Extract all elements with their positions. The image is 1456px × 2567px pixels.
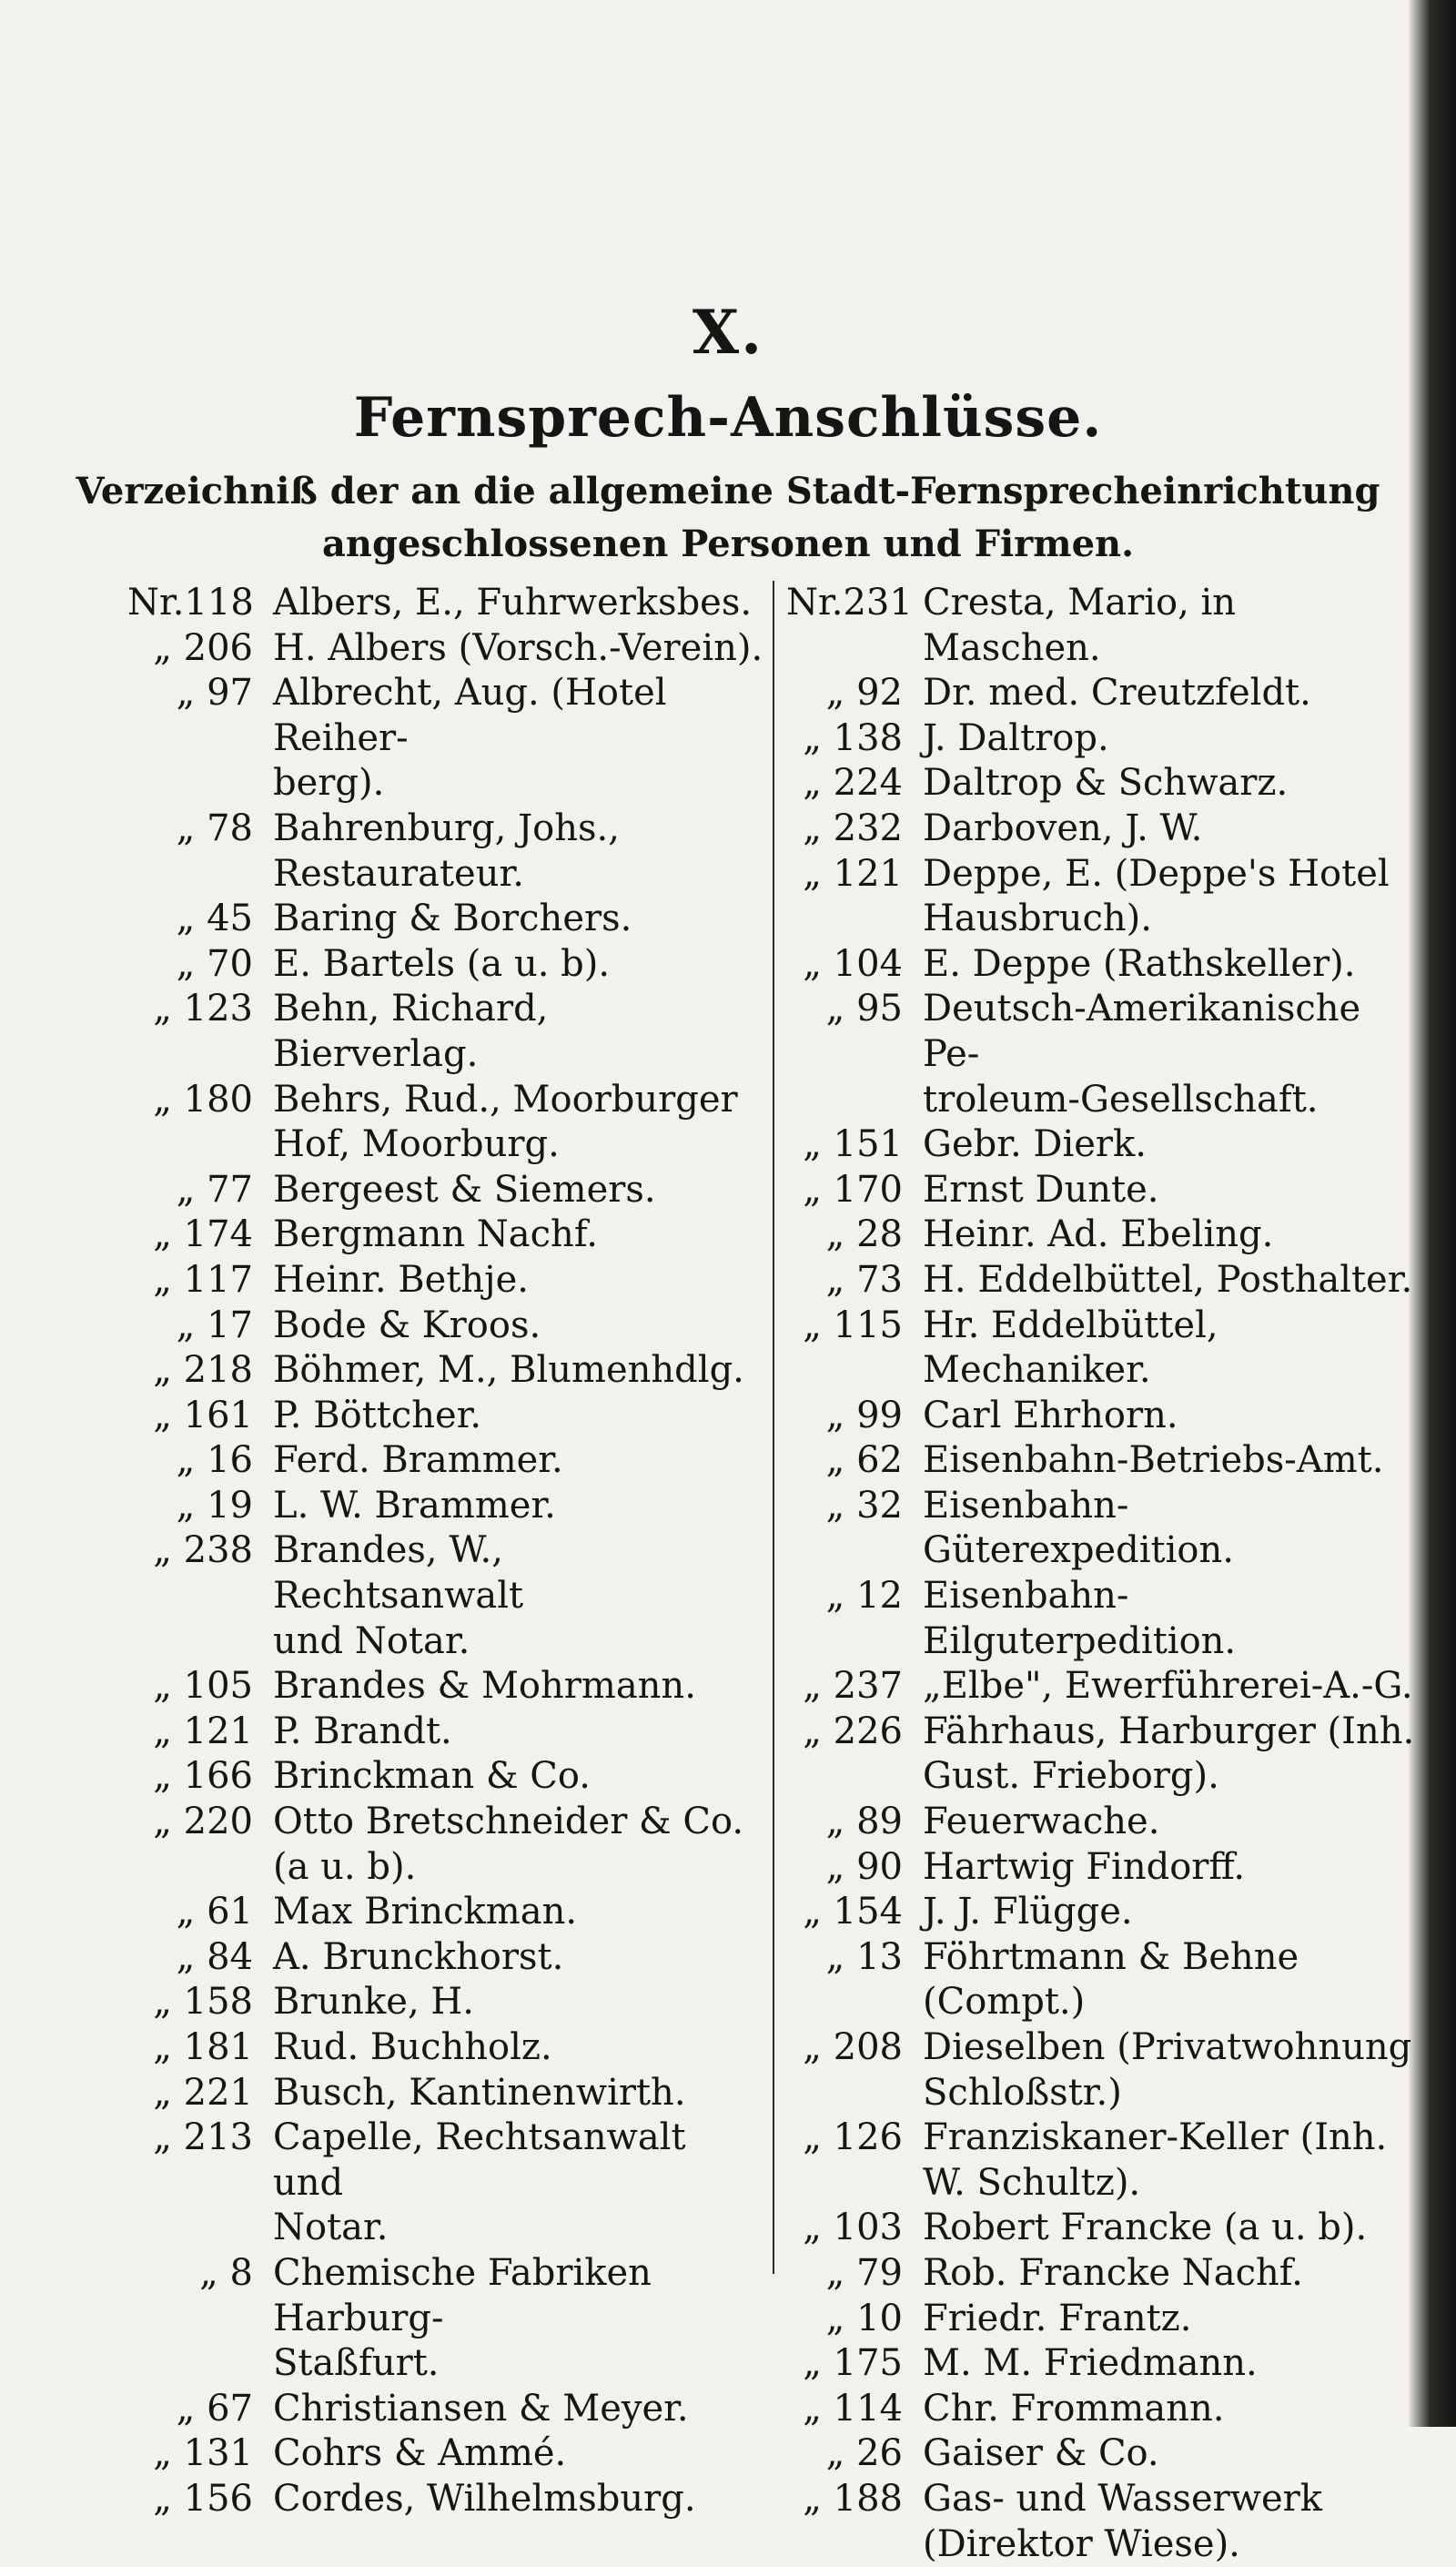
list-item	[127, 1258, 764, 1304]
section-number: X.	[692, 297, 764, 368]
subscriber-name-continuation: W. Schultz).	[923, 2161, 1141, 2204]
phone-number: „ 17	[176, 1304, 253, 1346]
subscriber-name-line: Otto Bretschneider & Co.	[273, 1801, 744, 1843]
list-item	[786, 1122, 1423, 1168]
list-item	[127, 2431, 764, 2477]
list-item	[127, 897, 764, 942]
list-item	[786, 1890, 1423, 1935]
list-item	[127, 1304, 764, 1349]
list-item	[127, 1348, 764, 1394]
subscriber-name-line: Friedr. Frantz.	[923, 2297, 1192, 2339]
subscriber-name	[923, 2115, 1423, 2206]
subscriber-name	[923, 1304, 1423, 1394]
subscriber-name-continuation: troleum-Gesellschaft.	[923, 1078, 1319, 1121]
list-item	[127, 987, 764, 1077]
subscriber-name-line: Behrs, Rud., Moorburger	[273, 1078, 738, 1121]
subscriber-name-line: H. Albers (Vorsch.-Verein).	[273, 626, 763, 669]
phone-number: „ 67	[176, 2387, 253, 2430]
subscriber-name-continuation: und Notar.	[273, 1619, 470, 1662]
phone-number: „ 115	[803, 1304, 903, 1346]
phone-number: Nr.118	[127, 582, 254, 624]
list-item	[786, 1484, 1423, 1574]
subscriber-name-continuation: berg).	[273, 762, 385, 805]
subscriber-name-continuation: Restaurateur.	[273, 852, 524, 895]
phone-number: „ 114	[803, 2387, 903, 2430]
list-item	[786, 807, 1423, 852]
subscriber-name-line: Eisenbahn-Betriebs-Amt.	[923, 1439, 1384, 1482]
phone-number: „ 208	[803, 2026, 903, 2068]
subscriber-name-continuation: Staßfurt.	[273, 2342, 440, 2385]
subscriber-name-line: Albrecht, Aug. (Hotel Reiher-	[273, 672, 667, 759]
phone-number: „ 104	[803, 942, 903, 985]
phone-number: „ 97	[176, 672, 253, 715]
subscriber-name	[273, 2115, 764, 2251]
subscriber-name-line: P. Böttcher.	[273, 1394, 482, 1436]
phone-number: „ 175	[803, 2342, 903, 2385]
list-item	[786, 1394, 1423, 1439]
subscriber-name	[273, 1078, 764, 1168]
subscriber-name-line: Christiansen & Meyer.	[273, 2387, 689, 2430]
list-item	[127, 1528, 764, 1664]
list-item	[786, 1438, 1423, 1484]
subscriber-name-line: Föhrtmann & Behne (Compt.)	[923, 1935, 1299, 2024]
phone-number: „ 26	[825, 2432, 903, 2475]
right-column-list	[786, 581, 1423, 2567]
list-item	[127, 2387, 764, 2432]
subscriber-name-continuation: Gust. Frieborg).	[923, 1755, 1219, 1798]
phone-number: „ 121	[803, 852, 903, 895]
subscriber-name	[273, 987, 764, 1077]
phone-number: „ 181	[153, 2026, 253, 2068]
phone-number: „ 92	[825, 672, 903, 715]
list-item	[786, 1258, 1423, 1304]
list-item	[127, 942, 764, 988]
list-item	[127, 1484, 764, 1529]
subscriber-name	[923, 2431, 1423, 2477]
subscriber-name-line: E. Deppe (Rathskeller).	[923, 942, 1356, 985]
subscriber-name-line: Fährhaus, Harburger (Inh.	[923, 1710, 1415, 1752]
phone-number: „ 188	[803, 2477, 903, 2520]
phone-number: „ 28	[825, 1213, 903, 1256]
phone-number: „ 16	[176, 1439, 253, 1482]
phone-number: „ 19	[176, 1484, 253, 1527]
subscriber-name-line: Chemische Fabriken Harburg-	[273, 2251, 652, 2339]
list-item	[786, 1664, 1423, 1710]
subscriber-name-line: Carl Ehrhorn.	[923, 1394, 1178, 1436]
phone-number: „ 105	[153, 1665, 253, 1708]
subscriber-name	[923, 581, 1423, 671]
phone-number: „ 218	[153, 1349, 253, 1392]
phone-number: „ 70	[176, 942, 253, 985]
list-item	[127, 626, 764, 672]
phone-number: „ 45	[176, 898, 253, 940]
subscriber-name-line: M. M. Friedmann.	[923, 2342, 1258, 2385]
list-item	[786, 761, 1423, 807]
list-item	[127, 581, 764, 626]
subscriber-name	[273, 1304, 764, 1349]
subscriber-name-line: Gebr. Dierk.	[923, 1123, 1147, 1166]
subscriber-name	[273, 2387, 764, 2432]
list-item	[786, 2025, 1423, 2115]
phone-number: „ 95	[825, 988, 903, 1030]
list-item	[786, 1212, 1423, 1258]
subscriber-name	[273, 1935, 764, 1981]
phone-number: „ 131	[153, 2432, 253, 2475]
subscriber-name-line: Gas- und Wasserwerk	[923, 2477, 1323, 2520]
subscriber-name-line: P. Brandt.	[273, 1710, 452, 1752]
list-item	[786, 2206, 1423, 2251]
list-item	[127, 2477, 764, 2522]
subscriber-name	[273, 2477, 764, 2522]
list-item	[127, 1078, 764, 1168]
phone-number: „ 174	[153, 1213, 253, 1256]
subscriber-name	[273, 2251, 764, 2387]
phone-number: „ 238	[153, 1529, 253, 1572]
subscriber-name-line: Eisenbahn-Eilguterpedition.	[923, 1575, 1237, 1662]
list-item	[786, 1935, 1423, 2025]
subscriber-name-continuation: Hof, Moorburg.	[273, 1123, 560, 1166]
subscriber-name-line: A. Brunckhorst.	[273, 1935, 564, 1978]
phone-number: „ 99	[825, 1394, 903, 1436]
subscriber-name-line: E. Bartels (a u. b).	[273, 942, 611, 985]
subscriber-name	[923, 2297, 1423, 2342]
subscriber-name-line: Heinr. Bethje.	[273, 1258, 529, 1301]
phone-number: „ 170	[803, 1168, 903, 1211]
subscriber-name-continuation: (a u. b).	[273, 1845, 417, 1888]
list-item	[127, 1168, 764, 1213]
subscriber-name	[923, 671, 1423, 716]
subscriber-name	[923, 1800, 1423, 1845]
list-item	[127, 1710, 764, 1755]
phone-number: „ 8	[199, 2251, 253, 2294]
subscriber-name-line: Robert Francke (a u. b).	[923, 2207, 1368, 2249]
subscriber-name	[273, 1800, 764, 1890]
subscriber-name-line: Gaiser & Co.	[923, 2432, 1159, 2475]
subscriber-name-line: Cordes, Wilhelmsburg.	[273, 2477, 696, 2520]
subscriber-name	[923, 2251, 1423, 2297]
subscriber-name	[923, 716, 1423, 762]
subscriber-name	[923, 2341, 1423, 2387]
list-item	[127, 2071, 764, 2116]
subscriber-name	[273, 1980, 764, 2025]
subscriber-name-line: Heinr. Ad. Ebeling.	[923, 1213, 1274, 1256]
subscriber-name-line: Bode & Kroos.	[273, 1304, 541, 1346]
subscriber-name	[273, 626, 764, 672]
list-item	[127, 1890, 764, 1935]
list-item	[127, 1212, 764, 1258]
phone-number: „ 158	[153, 1981, 253, 2024]
phone-number: „ 84	[176, 1935, 253, 1978]
list-item	[786, 2115, 1423, 2206]
list-item	[786, 1710, 1423, 1800]
list-item	[786, 2251, 1423, 2297]
phone-number: „ 89	[825, 1801, 903, 1843]
subscriber-name	[273, 2071, 764, 2116]
list-item	[786, 1845, 1423, 1891]
subscriber-name-continuation: (Direktor Wiese).	[923, 2522, 1240, 2565]
list-item	[127, 2251, 764, 2387]
phone-number: „ 237	[803, 1665, 903, 1708]
list-item	[127, 2025, 764, 2071]
phone-number: „ 161	[153, 1394, 253, 1436]
subscriber-name	[923, 807, 1423, 852]
phone-number: „ 151	[803, 1123, 903, 1166]
phone-number: „ 103	[803, 2207, 903, 2249]
subscriber-name-line: Brunke, H.	[273, 1981, 474, 2024]
phone-number: „ 232	[803, 807, 903, 849]
list-item	[786, 942, 1423, 988]
phone-number: „ 77	[176, 1168, 253, 1211]
subscriber-name	[923, 1258, 1423, 1304]
subscriber-name	[923, 1438, 1423, 1484]
phone-number: „ 156	[153, 2477, 253, 2520]
phone-number: „ 213	[153, 2116, 253, 2159]
list-item	[786, 1304, 1423, 1394]
subscriber-name	[273, 942, 764, 988]
subscriber-name	[923, 852, 1423, 942]
phone-number: „ 12	[825, 1575, 903, 1618]
list-item	[127, 1438, 764, 1484]
subscriber-name-line: Chr. Frommann.	[923, 2387, 1225, 2430]
subscriber-name-line: Eisenbahn-Güterexpedition.	[923, 1484, 1234, 1572]
subscriber-name-line: J. J. Flügge.	[923, 1891, 1133, 1933]
subscriber-name	[273, 2025, 764, 2071]
subscriber-name-line: Darboven, J. W.	[923, 807, 1203, 849]
subscriber-name	[273, 2431, 764, 2477]
subscriber-name-line: Daltrop & Schwarz.	[923, 762, 1289, 805]
phone-number: „ 206	[153, 626, 253, 669]
subscriber-name	[923, 2477, 1423, 2567]
list-item	[786, 671, 1423, 716]
subscriber-name-line: Böhmer, M., Blumenhdlg.	[273, 1349, 744, 1392]
subscriber-name	[273, 1754, 764, 1800]
subscriber-name	[923, 1168, 1423, 1213]
phone-number: „ 73	[825, 1258, 903, 1301]
list-item	[786, 1800, 1423, 1845]
phone-number: „ 224	[803, 762, 903, 805]
subscriber-name	[273, 1168, 764, 1213]
subscriber-name-line: Behn, Richard, Bierverlag.	[273, 988, 549, 1075]
subscriber-name-line: Deutsch-Amerikanische Pe-	[923, 988, 1361, 1075]
subscriber-name-line: Ferd. Brammer.	[273, 1439, 563, 1482]
subscriber-name	[273, 671, 764, 807]
subscriber-name	[273, 1348, 764, 1394]
phone-number: „ 79	[825, 2251, 903, 2294]
subscriber-name-continuation: Schloßstr.)	[923, 2071, 1122, 2114]
list-item	[786, 987, 1423, 1122]
subtitle-line-2: angeschlossenen Personen und Firmen.	[321, 523, 1135, 565]
subscriber-name	[923, 2387, 1423, 2432]
subscriber-name-line: H. Eddelbüttel, Posthalter.	[923, 1258, 1413, 1301]
phone-number: „ 226	[803, 1710, 903, 1752]
subscriber-name-line: Franziskaner-Keller (Inh.	[923, 2116, 1388, 2159]
subscriber-name	[923, 1935, 1423, 2025]
list-item	[127, 1754, 764, 1800]
subscriber-name-line: Busch, Kantinenwirth.	[273, 2071, 686, 2114]
subscriber-name-line: Bahrenburg, Johs.,	[273, 807, 620, 849]
list-item	[127, 1664, 764, 1710]
subscriber-name	[923, 1574, 1423, 1664]
subscriber-name-line: Feuerwache.	[923, 1801, 1160, 1843]
subscriber-name-line: Bergmann Nachf.	[273, 1213, 598, 1256]
subscriber-name-line: „Elbe", Ewerführerei-A.-G.	[923, 1665, 1413, 1708]
list-item	[127, 807, 764, 897]
subscriber-name-line: L. W. Brammer.	[273, 1484, 556, 1527]
list-item	[786, 2477, 1423, 2567]
subscriber-name	[923, 942, 1423, 988]
list-item	[786, 716, 1423, 762]
phone-number: „ 117	[153, 1258, 253, 1301]
subscriber-name	[273, 1438, 764, 1484]
subscriber-name-line: Deppe, E. (Deppe's Hotel	[923, 852, 1390, 895]
phone-number: „ 221	[153, 2071, 253, 2114]
subscriber-name-line: Max Brinckman.	[273, 1891, 578, 1933]
subscriber-name-line: Capelle, Rechtsanwalt und	[273, 2116, 686, 2204]
subscriber-name	[273, 581, 764, 626]
phone-number: „ 123	[153, 988, 253, 1030]
phone-number: „ 121	[153, 1710, 253, 1752]
list-item	[786, 2341, 1423, 2387]
subscriber-name-line: Cohrs & Ammé.	[273, 2432, 567, 2475]
subscriber-name	[273, 1394, 764, 1439]
subscriber-name-line: Albers, E., Fuhrwerksbes.	[273, 582, 753, 624]
subscriber-name	[923, 2206, 1423, 2251]
list-item	[786, 2387, 1423, 2432]
phone-number: „ 220	[153, 1801, 253, 1843]
subscriber-name	[273, 1212, 764, 1258]
subscriber-name-continuation: Hausbruch).	[923, 898, 1152, 940]
subscriber-name-line: Rob. Francke Nachf.	[923, 2251, 1303, 2294]
subscriber-name	[923, 761, 1423, 807]
phone-number: Nr.231	[786, 582, 913, 624]
subscriber-name	[923, 1484, 1423, 1574]
list-item	[786, 1574, 1423, 1664]
phone-number: „ 138	[803, 716, 903, 759]
subscriber-name-line: Dr. med. Creutzfeldt.	[923, 672, 1311, 715]
phone-number: „ 154	[803, 1891, 903, 1933]
subscriber-name	[923, 1664, 1423, 1710]
subscriber-name	[273, 807, 764, 897]
phone-number: „ 32	[825, 1484, 903, 1527]
subscriber-name-line: Brinckman & Co.	[273, 1755, 591, 1798]
left-column-list	[127, 581, 764, 2522]
subscriber-name-line: Brandes, W., Rechtsanwalt	[273, 1529, 524, 1618]
subscriber-name	[273, 897, 764, 942]
subscriber-name-line: Ernst Dunte.	[923, 1168, 1159, 1211]
subscriber-name-line: Brandes & Mohrmann.	[273, 1665, 696, 1708]
list-item	[127, 1935, 764, 1981]
phone-number: „ 166	[153, 1755, 253, 1798]
column-divider	[773, 581, 774, 2274]
phone-number: „ 90	[825, 1845, 903, 1888]
phone-number: „ 13	[825, 1935, 903, 1978]
subscriber-name-line: Rud. Buchholz.	[273, 2026, 552, 2068]
subscriber-name	[273, 1484, 764, 1529]
phone-number: „ 180	[153, 1078, 253, 1121]
list-item	[786, 1168, 1423, 1213]
subscriber-name	[923, 1394, 1423, 1439]
subtitle-line-1: Verzeichniß der an die allgemeine Stadt-Fernsprecheinrichtung	[76, 470, 1380, 512]
phone-number: „ 126	[803, 2116, 903, 2159]
list-item	[786, 2297, 1423, 2342]
phone-number: „ 78	[176, 807, 253, 849]
subscriber-name-line: Cresta, Mario, in Maschen.	[923, 582, 1237, 669]
subscriber-name-line: Dieselben (Privatwohnung	[923, 2026, 1412, 2068]
list-item	[127, 1800, 764, 1890]
subscriber-name	[273, 1664, 764, 1710]
subscriber-name-line: Hartwig Findorff.	[923, 1845, 1246, 1888]
subscriber-name-line: J. Daltrop.	[923, 716, 1109, 759]
subscriber-name	[923, 1212, 1423, 1258]
phone-number: „ 61	[176, 1891, 253, 1933]
subscriber-name	[273, 1528, 764, 1664]
subscriber-name-line: Hr. Eddelbüttel, Mechaniker.	[923, 1304, 1218, 1392]
subscriber-name	[273, 1258, 764, 1304]
subscriber-name-continuation: Notar.	[273, 2207, 389, 2249]
subscriber-name	[923, 2025, 1423, 2115]
list-item	[786, 2431, 1423, 2477]
subscriber-name	[923, 987, 1423, 1122]
subscriber-name	[923, 1710, 1423, 1800]
subscriber-name	[273, 1890, 764, 1935]
list-item	[127, 1980, 764, 2025]
subscriber-name-line: Bergeest & Siemers.	[273, 1168, 656, 1211]
list-item	[786, 852, 1423, 942]
subscriber-name-line: Baring & Borchers.	[273, 898, 632, 940]
subscriber-name	[273, 1710, 764, 1755]
list-item	[127, 671, 764, 807]
subscriber-name	[923, 1890, 1423, 1935]
subscriber-name	[923, 1845, 1423, 1891]
list-item	[786, 581, 1423, 671]
list-item	[127, 1394, 764, 1439]
subscriber-name	[923, 1122, 1423, 1168]
list-item	[127, 2115, 764, 2251]
phone-number: „ 62	[825, 1439, 903, 1482]
phone-number: „ 10	[825, 2297, 903, 2339]
page-title: Fernsprech-Anschlüsse.	[353, 386, 1103, 450]
